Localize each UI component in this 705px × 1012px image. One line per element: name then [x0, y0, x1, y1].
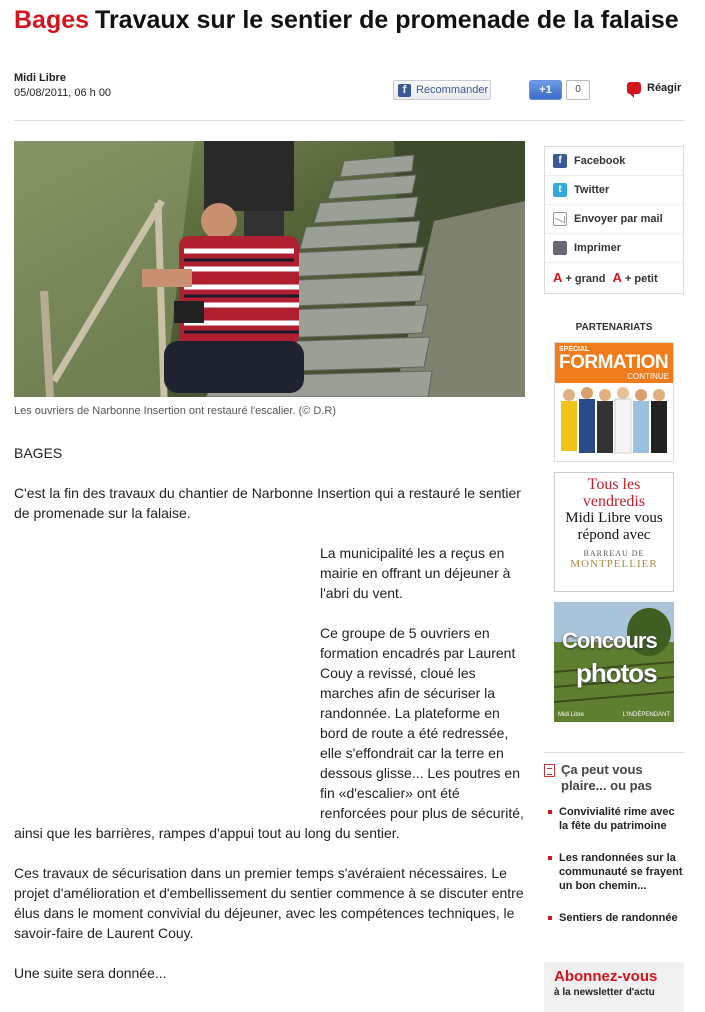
font-larger-label: + grand — [565, 273, 606, 285]
ad-concours-brands — [558, 712, 670, 718]
font-letter-icon: A — [612, 270, 622, 285]
share-facebook-label: Facebook — [574, 155, 626, 167]
related-link[interactable]: Convivialité rime avec la fête du patrimoine — [548, 805, 686, 833]
ad-brand-midilibre: Midi Libre — [558, 712, 585, 718]
comment-bubble-icon — [627, 82, 641, 94]
google-plus-button[interactable]: +1 — [529, 80, 562, 100]
ad-barreau-montpellier[interactable] — [554, 472, 674, 592]
related-link[interactable]: Les randonnées sur la communauté se frayent un bon chemin... — [548, 851, 686, 893]
facebook-icon: f — [553, 154, 567, 168]
recommend-label: Recommander — [416, 84, 489, 96]
article-source: Midi Libre — [14, 72, 66, 84]
share-twitter-label: Twitter — [574, 184, 610, 196]
newsletter-signup[interactable] — [544, 962, 684, 1012]
related-link[interactable]: Sentiers de randonnée — [548, 911, 686, 925]
ad-concours-line2: photos — [576, 658, 657, 688]
envelope-icon — [553, 212, 567, 226]
article-body — [14, 443, 526, 1003]
google-plus-count: 0 — [566, 80, 590, 100]
ad-formation-continue[interactable] — [554, 342, 674, 462]
article-photo — [14, 141, 525, 397]
article-title — [14, 6, 694, 35]
stairs-workers-photo — [14, 141, 525, 397]
ad-barreau-line2: Midi Libre vous répond avec — [565, 510, 663, 543]
facebook-recommend-button[interactable] — [393, 80, 491, 100]
inline-ad-space — [14, 543, 320, 813]
ad-barreau-bar: BARREAU DE — [583, 549, 645, 558]
share-email[interactable] — [545, 205, 683, 234]
ad-formation-subtitle: CONTINUE — [627, 372, 669, 381]
partners-heading: PARTENARIATS — [575, 322, 653, 333]
article-date: 05/08/2011, 06 h 00 — [14, 87, 112, 99]
ad-barreau-line1: Tous les vendredis — [582, 476, 646, 510]
article-paragraph: BAGES — [14, 445, 63, 461]
article-paragraph: Ces travaux de sécurisation dans un premier temps s'avéraient nécessaires. Le projet d'amélioration et d'embellissement du sentier commence à se discuter entre élus dans le moment convivial du déjeuner, avec les compétences techniques, le savoir-faire de Laurent Couy. — [14, 865, 524, 941]
react-label: Réagir — [647, 82, 682, 94]
ad-concours-photos[interactable] — [554, 602, 674, 722]
article-paragraph: Une suite sera donnée... — [14, 965, 167, 981]
ad-formation-special: SPÉCIAL — [559, 346, 590, 353]
font-size-controls — [545, 263, 683, 292]
ad-formation-band — [555, 343, 673, 383]
share-email-label: Envoyer par mail — [574, 213, 663, 225]
related-heading-text: Ça peut vous plaire... ou pas — [561, 762, 653, 793]
newsletter-subtitle: à la newsletter d'actu — [554, 987, 655, 998]
related-links — [548, 805, 686, 943]
article-paragraph: La municipalité les a reçus en mairie en offrant un déjeuner à l'abri du vent. — [320, 545, 511, 601]
font-smaller-button[interactable] — [613, 270, 658, 285]
share-twitter[interactable] — [545, 176, 683, 205]
font-smaller-label: + petit — [624, 273, 658, 285]
ad-brand-independant: L'INDÉPENDANT — [622, 712, 670, 718]
article-paragraph: Ce groupe de 5 ouvriers en formation encadrés par Laurent Couy a revissé, cloué les marches afin de sécuriser la randonnée. La plateforme en bord de route a été redressée, elle s'effondrait car la terre en dessous glisse... Les poutres en fin «d'escalier» ont été renforcées pour plus de sécurité, ainsi que les barrières, rampes d'appui tout au long du sentier. — [14, 625, 524, 841]
share-box — [544, 146, 684, 294]
sidebar-divider — [544, 752, 684, 753]
newsletter-title: Abonnez-vous — [554, 968, 658, 985]
facebook-icon: f — [398, 84, 411, 97]
ad-barreau-city: MONTPELLIER — [570, 558, 658, 570]
print-label: Imprimer — [574, 242, 622, 254]
related-heading — [544, 762, 671, 794]
header-divider — [14, 120, 684, 121]
ad-formation-title: FORMATION — [559, 352, 669, 373]
ad-concours-line1: Concours — [562, 628, 657, 653]
printer-icon — [553, 241, 567, 255]
print-button[interactable] — [545, 234, 683, 263]
ad-formation-people-image — [555, 383, 674, 462]
article-paragraph: C'est la fin des travaux du chantier de Narbonne Insertion qui a restauré le sentier de promenade sur la falaise. — [14, 485, 521, 521]
font-letter-icon: A — [553, 270, 563, 285]
share-facebook[interactable] — [545, 147, 683, 176]
font-larger-button[interactable] — [553, 270, 606, 285]
article-category[interactable]: Bages — [14, 6, 90, 34]
article-headline: Travaux sur le sentier de promenade de la falaise — [95, 6, 679, 34]
twitter-icon: t — [553, 183, 567, 197]
document-icon — [544, 764, 555, 777]
react-button[interactable] — [627, 82, 681, 94]
photo-caption: Les ouvriers de Narbonne Insertion ont restauré l'escalier. (© D.R) — [14, 405, 337, 417]
